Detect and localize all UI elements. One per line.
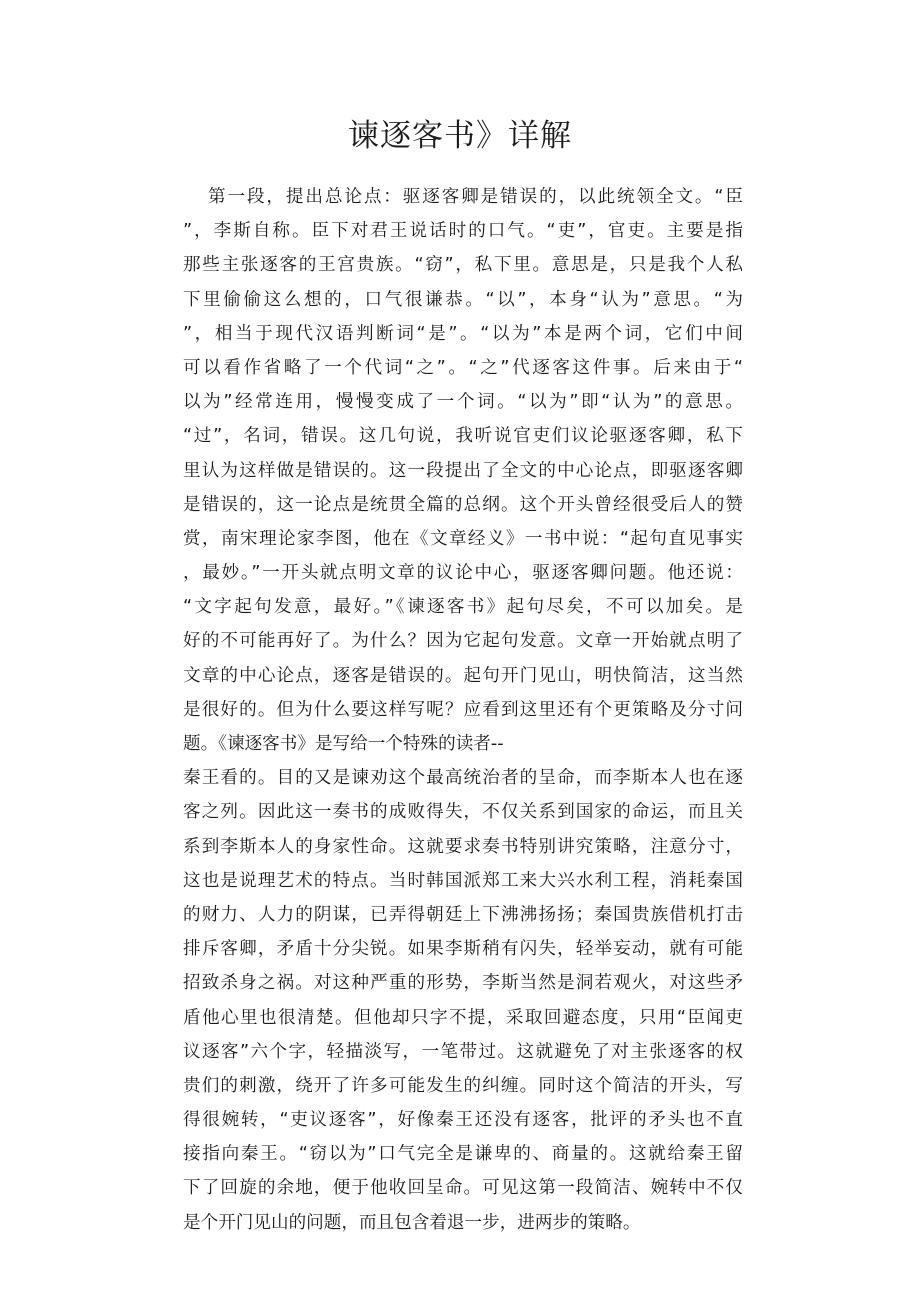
text-line: “过”，名词，错误。这几句说，我听说官吏们议论驱逐客卿，私下	[183, 426, 743, 447]
text-line: 那些主张逐客的王宫贵族。“窃”，私下里。意思是，只是我个人私	[183, 255, 743, 276]
text-line: 文章的中心论点，逐客是错误的。起句开门见山，明快简洁，这当然	[183, 665, 743, 686]
text-line: 题。《谏逐客书》是写给一个特殊的读者--	[183, 734, 504, 754]
text-line: 赏，南宋理论家李图，他在《文章经义》一书中说：“起句直见事实	[183, 528, 743, 549]
text-line: 贵们的刺激，绕开了许多可能发生的纠缠。同时这个简洁的开头，写	[183, 1075, 743, 1096]
document-title: 谏逐客书》详解	[348, 118, 572, 154]
text-line: 排斥客卿，矛盾十分尖锐。如果李斯稍有闪失，轻举妄动，就有可能	[183, 939, 743, 960]
text-line: 接指向秦王。“窃以为”口气完全是谦卑的、商量的。这就给秦王留	[183, 1144, 743, 1165]
text-line: 系到李斯本人的身家性命。这就要求奏书特别讲究策略，注意分寸，	[183, 836, 743, 857]
text-line: 是错误的，这一论点是统贯全篇的总纲。这个开头曾经很受后人的赞	[183, 494, 743, 515]
text-line: 里认为这样做是错误的。这一段提出了全文的中心论点，即驱逐客卿	[183, 460, 743, 481]
text-line: 好的不可能再好了。为什么？因为它起句发意。文章一开始就点明了	[183, 631, 743, 652]
text-line: 客之列。因此这一奏书的成败得失，不仅关系到国家的命运，而且关	[183, 802, 743, 823]
text-line: 得很婉转，“吏议逐客”，好像秦王还没有逐客，批评的矛头也不直	[183, 1110, 743, 1131]
text-line: 以为”经常连用，慢慢变成了一个词。“以为”即“认为”的意思。	[183, 392, 743, 413]
text-line: 这也是说理艺术的特点。当时韩国派郑工来大兴水利工程，消耗秦国	[183, 870, 743, 891]
text-line: 下了回旋的余地，便于他收回呈命。可见这第一段简洁、婉转中不仅	[183, 1178, 743, 1199]
text-line: 招致杀身之祸。对这种严重的形势，李斯当然是洞若观火，对这些矛	[183, 973, 743, 994]
document-body	[183, 180, 743, 1240]
text-line: “文字起句发意，最好。”《谏逐客书》起句尽矣，不可以加矣。是	[183, 597, 743, 618]
text-line: 第一段，提出总论点：驱逐客卿是错误的，以此统领全文。“臣	[208, 187, 743, 207]
text-line: 议逐客”六个字，轻描淡写，一笔带过。这就避免了对主张逐客的权	[183, 1041, 743, 1062]
text-line: ，最妙。”一开头就点明文章的议论中心，驱逐客卿问题。他还说：	[183, 563, 743, 584]
text-line: 是很好的。但为什么要这样写呢？应看到这里还有个更策略及分寸问	[183, 699, 743, 720]
text-line: 的财力、人力的阴谋，已弄得朝廷上下沸沸扬扬；秦国贵族借机打击	[183, 904, 743, 925]
text-line: 下里偷偷这么想的，口气很谦恭。“以”，本身“认为”意思。“为	[183, 289, 743, 310]
text-line: 可以看作省略了一个代词“之”。“之”代逐客这件事。后来由于“	[183, 357, 743, 378]
text-line: ”，李斯自称。臣下对君王说话时的口气。“吏”，官吏。主要是指	[183, 221, 743, 242]
text-line: 盾他心里也很清楚。但他却只字不提，采取回避态度，只用“臣闻吏	[183, 1007, 743, 1028]
text-line: ”，相当于现代汉语判断词“是”。“以为”本是两个词，它们中间	[183, 323, 743, 344]
text-line: 秦王看的。目的又是谏劝这个最高统治者的呈命，而李斯本人也在逐	[183, 768, 743, 789]
text-line: 是个开门见山的问题，而且包含着退一步，进两步的策略。	[183, 1212, 641, 1233]
